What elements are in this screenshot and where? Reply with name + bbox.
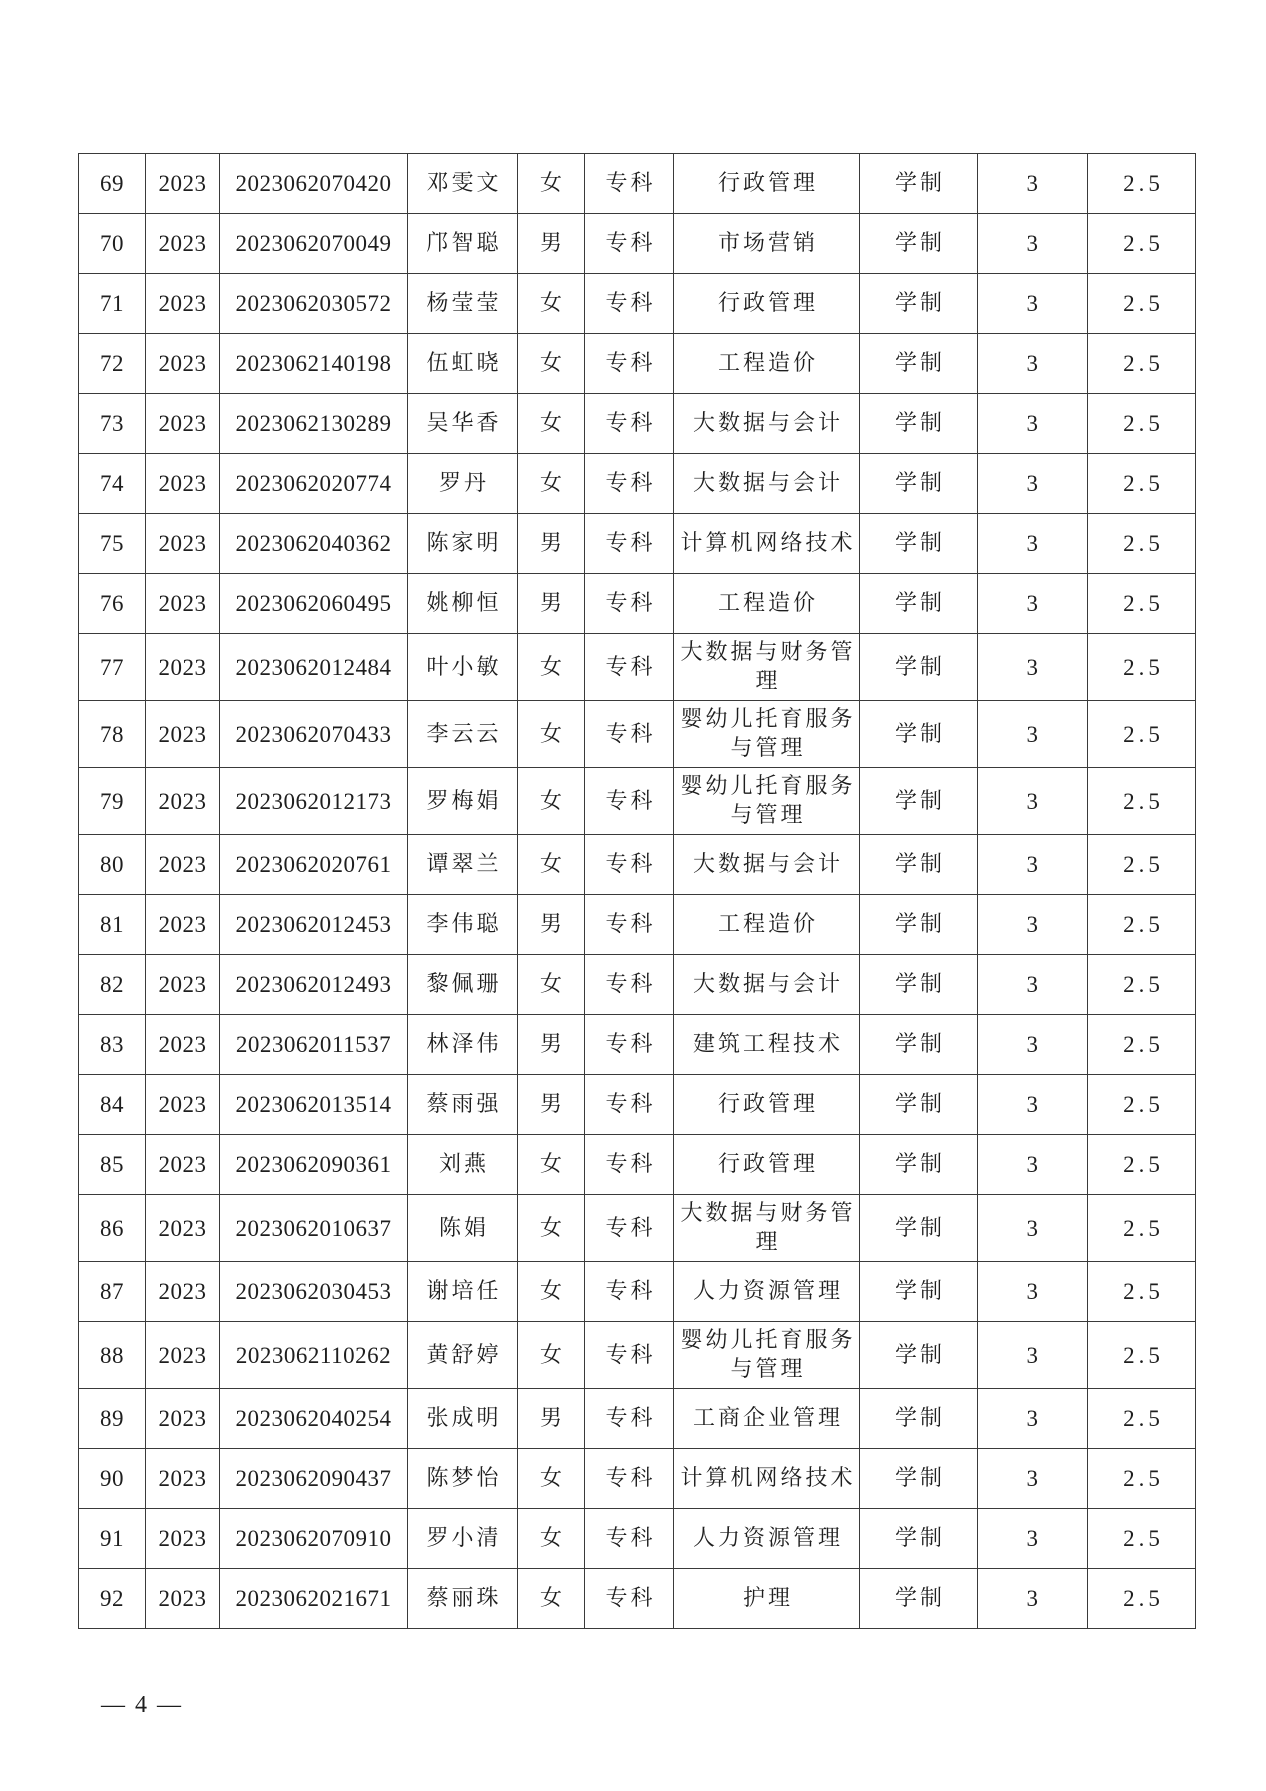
- cell-id: 2023062040362: [220, 514, 408, 574]
- cell-level: 专科: [585, 1262, 674, 1322]
- cell-name: 陈家明: [408, 514, 518, 574]
- cell-major: 工程造价: [674, 895, 860, 955]
- cell-years: 3: [978, 1449, 1088, 1509]
- cell-name: 杨莹莹: [408, 274, 518, 334]
- cell-id: 2023062030572: [220, 274, 408, 334]
- cell-system: 学制: [860, 768, 978, 835]
- cell-id: 2023062021671: [220, 1569, 408, 1629]
- cell-years: 3: [978, 1195, 1088, 1262]
- cell-year: 2023: [146, 214, 220, 274]
- cell-id: 2023062110262: [220, 1322, 408, 1389]
- cell-year: 2023: [146, 1075, 220, 1135]
- cell-name: 黄舒婷: [408, 1322, 518, 1389]
- cell-gender: 女: [518, 955, 585, 1015]
- cell-system: 学制: [860, 1195, 978, 1262]
- cell-year: 2023: [146, 274, 220, 334]
- cell-no: 91: [79, 1509, 146, 1569]
- cell-no: 74: [79, 454, 146, 514]
- cell-gender: 女: [518, 1195, 585, 1262]
- cell-years: 3: [978, 1135, 1088, 1195]
- cell-level: 专科: [585, 1195, 674, 1262]
- cell-name: 刘燕: [408, 1135, 518, 1195]
- cell-value: 2.5: [1088, 334, 1196, 394]
- cell-system: 学制: [860, 334, 978, 394]
- table-row: [79, 514, 1196, 574]
- cell-no: 85: [79, 1135, 146, 1195]
- cell-no: 70: [79, 214, 146, 274]
- cell-name: 吴华香: [408, 394, 518, 454]
- cell-level: 专科: [585, 1075, 674, 1135]
- cell-gender: 男: [518, 1389, 585, 1449]
- cell-name: 陈娟: [408, 1195, 518, 1262]
- cell-id: 2023062140198: [220, 334, 408, 394]
- cell-years: 3: [978, 334, 1088, 394]
- cell-year: 2023: [146, 955, 220, 1015]
- cell-value: 2.5: [1088, 1449, 1196, 1509]
- cell-id: 2023062020761: [220, 835, 408, 895]
- cell-years: 3: [978, 634, 1088, 701]
- cell-years: 3: [978, 1509, 1088, 1569]
- cell-level: 专科: [585, 701, 674, 768]
- cell-system: 学制: [860, 1569, 978, 1629]
- cell-gender: 女: [518, 1509, 585, 1569]
- cell-no: 79: [79, 768, 146, 835]
- cell-id: 2023062011537: [220, 1015, 408, 1075]
- cell-major: 行政管理: [674, 1075, 860, 1135]
- table-row: [79, 574, 1196, 634]
- cell-years: 3: [978, 454, 1088, 514]
- cell-id: 2023062090361: [220, 1135, 408, 1195]
- cell-name: 李伟聪: [408, 895, 518, 955]
- cell-gender: 男: [518, 214, 585, 274]
- table-row: [79, 1449, 1196, 1509]
- cell-id: 2023062060495: [220, 574, 408, 634]
- cell-name: 谭翠兰: [408, 835, 518, 895]
- cell-major: 大数据与会计: [674, 454, 860, 514]
- cell-major: 行政管理: [674, 274, 860, 334]
- cell-gender: 女: [518, 1322, 585, 1389]
- cell-major: 工商企业管理: [674, 1389, 860, 1449]
- table-row: [79, 1262, 1196, 1322]
- cell-system: 学制: [860, 1262, 978, 1322]
- cell-level: 专科: [585, 334, 674, 394]
- cell-system: 学制: [860, 1322, 978, 1389]
- cell-year: 2023: [146, 454, 220, 514]
- cell-name: 陈梦怡: [408, 1449, 518, 1509]
- cell-major: 大数据与会计: [674, 835, 860, 895]
- table-row: [79, 334, 1196, 394]
- cell-year: 2023: [146, 835, 220, 895]
- cell-major: 人力资源管理: [674, 1509, 860, 1569]
- cell-year: 2023: [146, 1195, 220, 1262]
- cell-id: 2023062070420: [220, 154, 408, 214]
- cell-name: 邓雯文: [408, 154, 518, 214]
- cell-no: 87: [79, 1262, 146, 1322]
- cell-value: 2.5: [1088, 634, 1196, 701]
- cell-years: 3: [978, 895, 1088, 955]
- cell-gender: 女: [518, 334, 585, 394]
- cell-no: 73: [79, 394, 146, 454]
- cell-gender: 女: [518, 1135, 585, 1195]
- cell-id: 2023062010637: [220, 1195, 408, 1262]
- cell-major: 婴幼儿托育服务与管理: [674, 1322, 860, 1389]
- table-row: [79, 1322, 1196, 1389]
- cell-gender: 女: [518, 634, 585, 701]
- cell-value: 2.5: [1088, 394, 1196, 454]
- cell-system: 学制: [860, 1015, 978, 1075]
- cell-value: 2.5: [1088, 835, 1196, 895]
- cell-name: 黎佩珊: [408, 955, 518, 1015]
- cell-years: 3: [978, 701, 1088, 768]
- table-body: [79, 154, 1196, 1629]
- cell-gender: 女: [518, 274, 585, 334]
- cell-id: 2023062040254: [220, 1389, 408, 1449]
- cell-no: 80: [79, 835, 146, 895]
- cell-name: 李云云: [408, 701, 518, 768]
- cell-system: 学制: [860, 1449, 978, 1509]
- cell-no: 72: [79, 334, 146, 394]
- cell-gender: 女: [518, 1262, 585, 1322]
- cell-id: 2023062070049: [220, 214, 408, 274]
- cell-year: 2023: [146, 768, 220, 835]
- cell-system: 学制: [860, 394, 978, 454]
- cell-id: 2023062030453: [220, 1262, 408, 1322]
- cell-major: 婴幼儿托育服务与管理: [674, 701, 860, 768]
- cell-value: 2.5: [1088, 1195, 1196, 1262]
- cell-id: 2023062012484: [220, 634, 408, 701]
- table-row: [79, 1015, 1196, 1075]
- cell-year: 2023: [146, 634, 220, 701]
- cell-level: 专科: [585, 1015, 674, 1075]
- cell-system: 学制: [860, 955, 978, 1015]
- cell-name: 姚柳恒: [408, 574, 518, 634]
- cell-years: 3: [978, 1015, 1088, 1075]
- cell-id: 2023062070910: [220, 1509, 408, 1569]
- cell-level: 专科: [585, 895, 674, 955]
- cell-no: 86: [79, 1195, 146, 1262]
- cell-year: 2023: [146, 334, 220, 394]
- table-row: [79, 1075, 1196, 1135]
- cell-name: 罗梅娟: [408, 768, 518, 835]
- cell-major: 计算机网络技术: [674, 514, 860, 574]
- cell-level: 专科: [585, 514, 674, 574]
- cell-level: 专科: [585, 1389, 674, 1449]
- cell-year: 2023: [146, 154, 220, 214]
- cell-years: 3: [978, 1075, 1088, 1135]
- table-row: [79, 701, 1196, 768]
- cell-value: 2.5: [1088, 154, 1196, 214]
- page-number: — 4 —: [101, 1692, 183, 1718]
- table-row: [79, 634, 1196, 701]
- cell-year: 2023: [146, 1389, 220, 1449]
- cell-id: 2023062090437: [220, 1449, 408, 1509]
- cell-value: 2.5: [1088, 514, 1196, 574]
- cell-gender: 女: [518, 454, 585, 514]
- cell-no: 81: [79, 895, 146, 955]
- cell-years: 3: [978, 1322, 1088, 1389]
- cell-major: 大数据与会计: [674, 394, 860, 454]
- table-row: [79, 274, 1196, 334]
- cell-level: 专科: [585, 1322, 674, 1389]
- cell-major: 护理: [674, 1569, 860, 1629]
- table-row: [79, 955, 1196, 1015]
- cell-gender: 男: [518, 895, 585, 955]
- cell-no: 78: [79, 701, 146, 768]
- cell-id: 2023062130289: [220, 394, 408, 454]
- cell-value: 2.5: [1088, 701, 1196, 768]
- cell-id: 2023062013514: [220, 1075, 408, 1135]
- cell-system: 学制: [860, 701, 978, 768]
- cell-no: 76: [79, 574, 146, 634]
- cell-years: 3: [978, 574, 1088, 634]
- cell-name: 伍虹晓: [408, 334, 518, 394]
- cell-name: 蔡雨强: [408, 1075, 518, 1135]
- cell-name: 罗丹: [408, 454, 518, 514]
- cell-major: 人力资源管理: [674, 1262, 860, 1322]
- cell-value: 2.5: [1088, 895, 1196, 955]
- table-row: [79, 768, 1196, 835]
- cell-level: 专科: [585, 574, 674, 634]
- cell-value: 2.5: [1088, 274, 1196, 334]
- cell-years: 3: [978, 514, 1088, 574]
- cell-years: 3: [978, 154, 1088, 214]
- cell-name: 谢培任: [408, 1262, 518, 1322]
- cell-id: 2023062020774: [220, 454, 408, 514]
- cell-years: 3: [978, 768, 1088, 835]
- cell-value: 2.5: [1088, 1075, 1196, 1135]
- table-row: [79, 394, 1196, 454]
- cell-level: 专科: [585, 955, 674, 1015]
- cell-value: 2.5: [1088, 1509, 1196, 1569]
- cell-level: 专科: [585, 835, 674, 895]
- cell-level: 专科: [585, 214, 674, 274]
- cell-no: 90: [79, 1449, 146, 1509]
- cell-level: 专科: [585, 1569, 674, 1629]
- cell-value: 2.5: [1088, 574, 1196, 634]
- cell-no: 69: [79, 154, 146, 214]
- table-row: [79, 154, 1196, 214]
- cell-no: 83: [79, 1015, 146, 1075]
- table-row: [79, 895, 1196, 955]
- cell-system: 学制: [860, 1509, 978, 1569]
- cell-value: 2.5: [1088, 1322, 1196, 1389]
- cell-year: 2023: [146, 1569, 220, 1629]
- cell-major: 建筑工程技术: [674, 1015, 860, 1075]
- cell-level: 专科: [585, 1509, 674, 1569]
- cell-name: 蔡丽珠: [408, 1569, 518, 1629]
- cell-name: 罗小清: [408, 1509, 518, 1569]
- cell-major: 行政管理: [674, 154, 860, 214]
- cell-year: 2023: [146, 394, 220, 454]
- cell-name: 叶小敏: [408, 634, 518, 701]
- cell-years: 3: [978, 1569, 1088, 1629]
- cell-system: 学制: [860, 835, 978, 895]
- cell-major: 工程造价: [674, 574, 860, 634]
- cell-value: 2.5: [1088, 1389, 1196, 1449]
- cell-value: 2.5: [1088, 454, 1196, 514]
- cell-system: 学制: [860, 1135, 978, 1195]
- cell-major: 大数据与财务管理: [674, 1195, 860, 1262]
- cell-id: 2023062070433: [220, 701, 408, 768]
- cell-major: 大数据与财务管理: [674, 634, 860, 701]
- cell-gender: 女: [518, 768, 585, 835]
- cell-years: 3: [978, 274, 1088, 334]
- cell-years: 3: [978, 1262, 1088, 1322]
- cell-system: 学制: [860, 274, 978, 334]
- cell-year: 2023: [146, 1262, 220, 1322]
- cell-years: 3: [978, 214, 1088, 274]
- cell-gender: 男: [518, 514, 585, 574]
- cell-value: 2.5: [1088, 768, 1196, 835]
- cell-major: 行政管理: [674, 1135, 860, 1195]
- cell-system: 学制: [860, 1389, 978, 1449]
- cell-level: 专科: [585, 1135, 674, 1195]
- cell-name: 张成明: [408, 1389, 518, 1449]
- cell-years: 3: [978, 394, 1088, 454]
- cell-gender: 女: [518, 394, 585, 454]
- cell-value: 2.5: [1088, 1569, 1196, 1629]
- cell-level: 专科: [585, 154, 674, 214]
- cell-no: 82: [79, 955, 146, 1015]
- cell-year: 2023: [146, 514, 220, 574]
- cell-gender: 女: [518, 1449, 585, 1509]
- cell-value: 2.5: [1088, 955, 1196, 1015]
- cell-system: 学制: [860, 154, 978, 214]
- cell-no: 92: [79, 1569, 146, 1629]
- table-row: [79, 454, 1196, 514]
- cell-no: 75: [79, 514, 146, 574]
- table-row: [79, 1389, 1196, 1449]
- cell-id: 2023062012493: [220, 955, 408, 1015]
- cell-gender: 男: [518, 1075, 585, 1135]
- cell-major: 大数据与会计: [674, 955, 860, 1015]
- table-row: [79, 835, 1196, 895]
- cell-level: 专科: [585, 634, 674, 701]
- cell-value: 2.5: [1088, 1262, 1196, 1322]
- cell-id: 2023062012173: [220, 768, 408, 835]
- cell-id: 2023062012453: [220, 895, 408, 955]
- cell-system: 学制: [860, 574, 978, 634]
- cell-level: 专科: [585, 454, 674, 514]
- cell-level: 专科: [585, 394, 674, 454]
- table-row: [79, 214, 1196, 274]
- cell-name: 林泽伟: [408, 1015, 518, 1075]
- cell-system: 学制: [860, 1075, 978, 1135]
- cell-year: 2023: [146, 1015, 220, 1075]
- cell-gender: 女: [518, 701, 585, 768]
- cell-gender: 女: [518, 1569, 585, 1629]
- cell-value: 2.5: [1088, 214, 1196, 274]
- cell-major: 计算机网络技术: [674, 1449, 860, 1509]
- cell-years: 3: [978, 835, 1088, 895]
- cell-gender: 女: [518, 154, 585, 214]
- cell-gender: 男: [518, 574, 585, 634]
- cell-year: 2023: [146, 1449, 220, 1509]
- cell-gender: 女: [518, 835, 585, 895]
- cell-value: 2.5: [1088, 1135, 1196, 1195]
- cell-year: 2023: [146, 1322, 220, 1389]
- student-table: [78, 153, 1196, 1629]
- cell-gender: 男: [518, 1015, 585, 1075]
- cell-year: 2023: [146, 895, 220, 955]
- table-row: [79, 1509, 1196, 1569]
- cell-system: 学制: [860, 514, 978, 574]
- cell-year: 2023: [146, 701, 220, 768]
- cell-no: 84: [79, 1075, 146, 1135]
- cell-no: 77: [79, 634, 146, 701]
- cell-value: 2.5: [1088, 1015, 1196, 1075]
- cell-system: 学制: [860, 214, 978, 274]
- cell-major: 工程造价: [674, 334, 860, 394]
- table-row: [79, 1135, 1196, 1195]
- cell-years: 3: [978, 1389, 1088, 1449]
- cell-no: 88: [79, 1322, 146, 1389]
- table-row: [79, 1195, 1196, 1262]
- cell-name: 邝智聪: [408, 214, 518, 274]
- cell-year: 2023: [146, 1135, 220, 1195]
- cell-level: 专科: [585, 1449, 674, 1509]
- cell-system: 学制: [860, 895, 978, 955]
- cell-level: 专科: [585, 274, 674, 334]
- cell-major: 婴幼儿托育服务与管理: [674, 768, 860, 835]
- cell-system: 学制: [860, 454, 978, 514]
- cell-level: 专科: [585, 768, 674, 835]
- cell-system: 学制: [860, 634, 978, 701]
- cell-year: 2023: [146, 1509, 220, 1569]
- cell-no: 71: [79, 274, 146, 334]
- cell-year: 2023: [146, 574, 220, 634]
- cell-major: 市场营销: [674, 214, 860, 274]
- cell-no: 89: [79, 1389, 146, 1449]
- table-row: [79, 1569, 1196, 1629]
- cell-years: 3: [978, 955, 1088, 1015]
